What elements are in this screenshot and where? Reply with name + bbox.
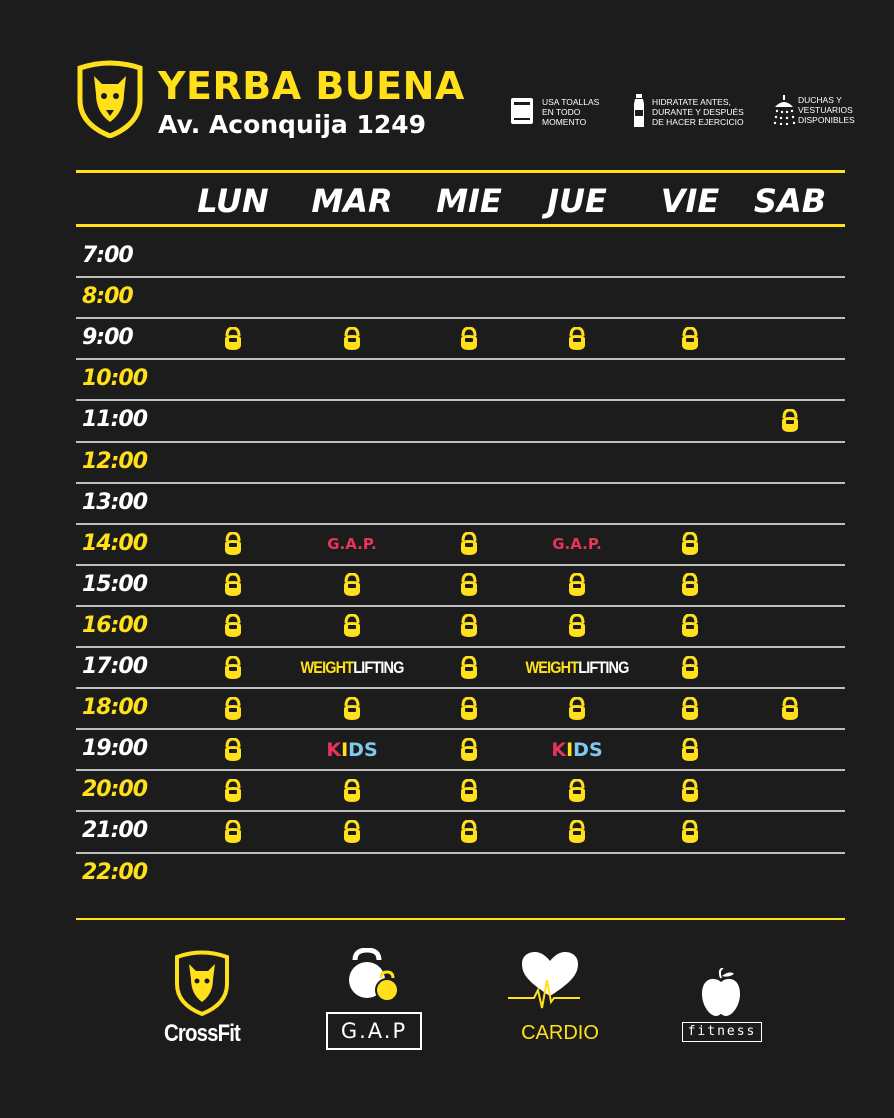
weightlifting-part-weight: WEIGHT xyxy=(525,658,579,677)
kettlebell-icon xyxy=(567,614,587,638)
time-label: 19:00 xyxy=(82,736,148,762)
kettlebell-icon xyxy=(680,573,700,597)
row-divider xyxy=(76,687,845,689)
kettlebell-icon xyxy=(459,820,479,844)
class-kids-label xyxy=(302,739,402,761)
kettlebell-icon xyxy=(680,779,700,803)
info-showers: DUCHAS Y VESTUARIOS DISPONIBLES xyxy=(798,95,855,125)
kids-letter: I xyxy=(566,739,574,761)
time-label: 18:00 xyxy=(82,695,148,721)
legend xyxy=(0,930,894,1070)
kettlebell-icon xyxy=(780,409,800,433)
row-divider xyxy=(76,728,845,730)
day-header-vie: VIE xyxy=(660,182,720,220)
day-header-mie: MIE xyxy=(436,182,502,220)
shower-icon xyxy=(771,95,797,125)
kettlebell-icon xyxy=(223,697,243,721)
kettlebell-icon xyxy=(223,820,243,844)
kettlebell-icon xyxy=(780,697,800,721)
kettlebell-icon xyxy=(342,614,362,638)
kids-letter: S xyxy=(363,739,378,761)
time-label: 13:00 xyxy=(82,489,148,515)
row-divider xyxy=(76,605,845,607)
kettlebell-icon xyxy=(680,820,700,844)
weightlifting-part-weight: WEIGHT xyxy=(300,658,354,677)
time-label: 11:00 xyxy=(82,407,148,433)
apple-icon xyxy=(700,968,742,1018)
kettlebell-icon xyxy=(567,697,587,721)
kids-letter: D xyxy=(573,739,589,761)
class-gap-label: G.A.P. xyxy=(327,535,377,553)
kettlebell-icon xyxy=(459,697,479,721)
row-divider xyxy=(76,646,845,648)
kettlebell-icon xyxy=(567,779,587,803)
kettlebell-icon xyxy=(342,697,362,721)
day-header-lun: LUN xyxy=(197,182,269,220)
time-label: 22:00 xyxy=(82,859,148,885)
time-label: 16:00 xyxy=(82,612,148,638)
class-kids-label xyxy=(527,739,627,761)
kettlebell-icon xyxy=(342,327,362,351)
row-divider xyxy=(76,399,845,401)
class-weightlifting-label xyxy=(509,658,645,678)
kettlebell-icon xyxy=(567,327,587,351)
time-label: 7:00 xyxy=(82,243,133,268)
kids-letter: K xyxy=(551,739,567,761)
kettlebell-icon xyxy=(567,820,587,844)
time-label: 21:00 xyxy=(82,818,148,844)
kettlebell-icon xyxy=(680,614,700,638)
row-divider xyxy=(76,523,845,525)
row-divider xyxy=(76,276,845,278)
kettlebell-icon xyxy=(680,697,700,721)
time-label: 15:00 xyxy=(82,571,148,597)
kettlebell-icon xyxy=(680,327,700,351)
footer-rule xyxy=(76,918,845,920)
time-label: 10:00 xyxy=(82,366,148,392)
header-top-rule xyxy=(76,170,845,173)
kettlebell-icon xyxy=(342,820,362,844)
gym-address: Av. Aconquija 1249 xyxy=(158,110,427,139)
heart-pulse-icon xyxy=(508,950,584,1010)
brand-logo-icon xyxy=(74,60,146,138)
legend-label-gap: G.A.P xyxy=(326,1012,422,1050)
row-divider xyxy=(76,769,845,771)
weightlifting-part-lifting: LIFTING xyxy=(578,658,629,677)
gym-title: YERBA BUENA xyxy=(158,64,465,108)
time-label: 20:00 xyxy=(82,777,148,803)
row-divider xyxy=(76,482,845,484)
class-weightlifting-label xyxy=(284,658,420,678)
kettlebell-icon xyxy=(567,573,587,597)
kettlebell-icon xyxy=(680,532,700,556)
header-bottom-rule xyxy=(76,224,845,227)
legend-label-fitness: fitness xyxy=(682,1022,762,1042)
kids-letter: I xyxy=(341,739,349,761)
day-header-mar: MAR xyxy=(311,182,393,220)
kids-letter: S xyxy=(588,739,603,761)
day-header-jue: JUE xyxy=(547,182,607,220)
kettlebell-icon xyxy=(459,738,479,762)
kettlebell-icon xyxy=(459,573,479,597)
class-gap-label: G.A.P. xyxy=(552,535,602,553)
kettlebell-icon xyxy=(342,573,362,597)
row-divider xyxy=(76,810,845,812)
kettlebell-icon xyxy=(342,779,362,803)
kids-letter: K xyxy=(326,739,342,761)
day-header-sab: SAB xyxy=(753,182,827,220)
kettlebell-icon xyxy=(459,614,479,638)
kids-letter: D xyxy=(348,739,364,761)
info-towels: USA TOALLAS EN TODO MOMENTO xyxy=(542,97,600,127)
legend-label-crossfit: CrossFit xyxy=(164,1020,240,1047)
info-hydration: HIDRATATE ANTES, DURANTE Y DESPUÉS DE HACER EJERCICIO xyxy=(652,97,744,127)
kettlebell-icon xyxy=(223,532,243,556)
kettlebell-icon xyxy=(459,327,479,351)
kettlebell-pair-icon xyxy=(345,948,401,1004)
kettlebell-icon xyxy=(223,738,243,762)
time-label: 12:00 xyxy=(82,448,148,474)
kettlebell-icon xyxy=(459,532,479,556)
row-divider xyxy=(76,317,845,319)
row-divider xyxy=(76,564,845,566)
kettlebell-icon xyxy=(223,779,243,803)
weightlifting-part-lifting: LIFTING xyxy=(353,658,404,677)
kettlebell-icon xyxy=(223,656,243,680)
kettlebell-icon xyxy=(680,656,700,680)
kettlebell-icon xyxy=(459,656,479,680)
water-bottle-icon xyxy=(632,94,646,128)
kettlebell-icon xyxy=(459,779,479,803)
row-divider xyxy=(76,441,845,443)
row-divider xyxy=(76,358,845,360)
time-label: 14:00 xyxy=(82,530,148,556)
row-divider xyxy=(76,852,845,854)
time-label: 9:00 xyxy=(82,325,133,351)
towel-icon xyxy=(509,96,535,126)
crossfit-logo-icon xyxy=(172,950,232,1016)
kettlebell-icon xyxy=(223,573,243,597)
time-label: 8:00 xyxy=(82,284,133,310)
legend-label-cardio: CARDIO xyxy=(521,1022,599,1044)
kettlebell-icon xyxy=(680,738,700,762)
kettlebell-icon xyxy=(223,614,243,638)
kettlebell-icon xyxy=(223,327,243,351)
time-label: 17:00 xyxy=(82,654,148,679)
